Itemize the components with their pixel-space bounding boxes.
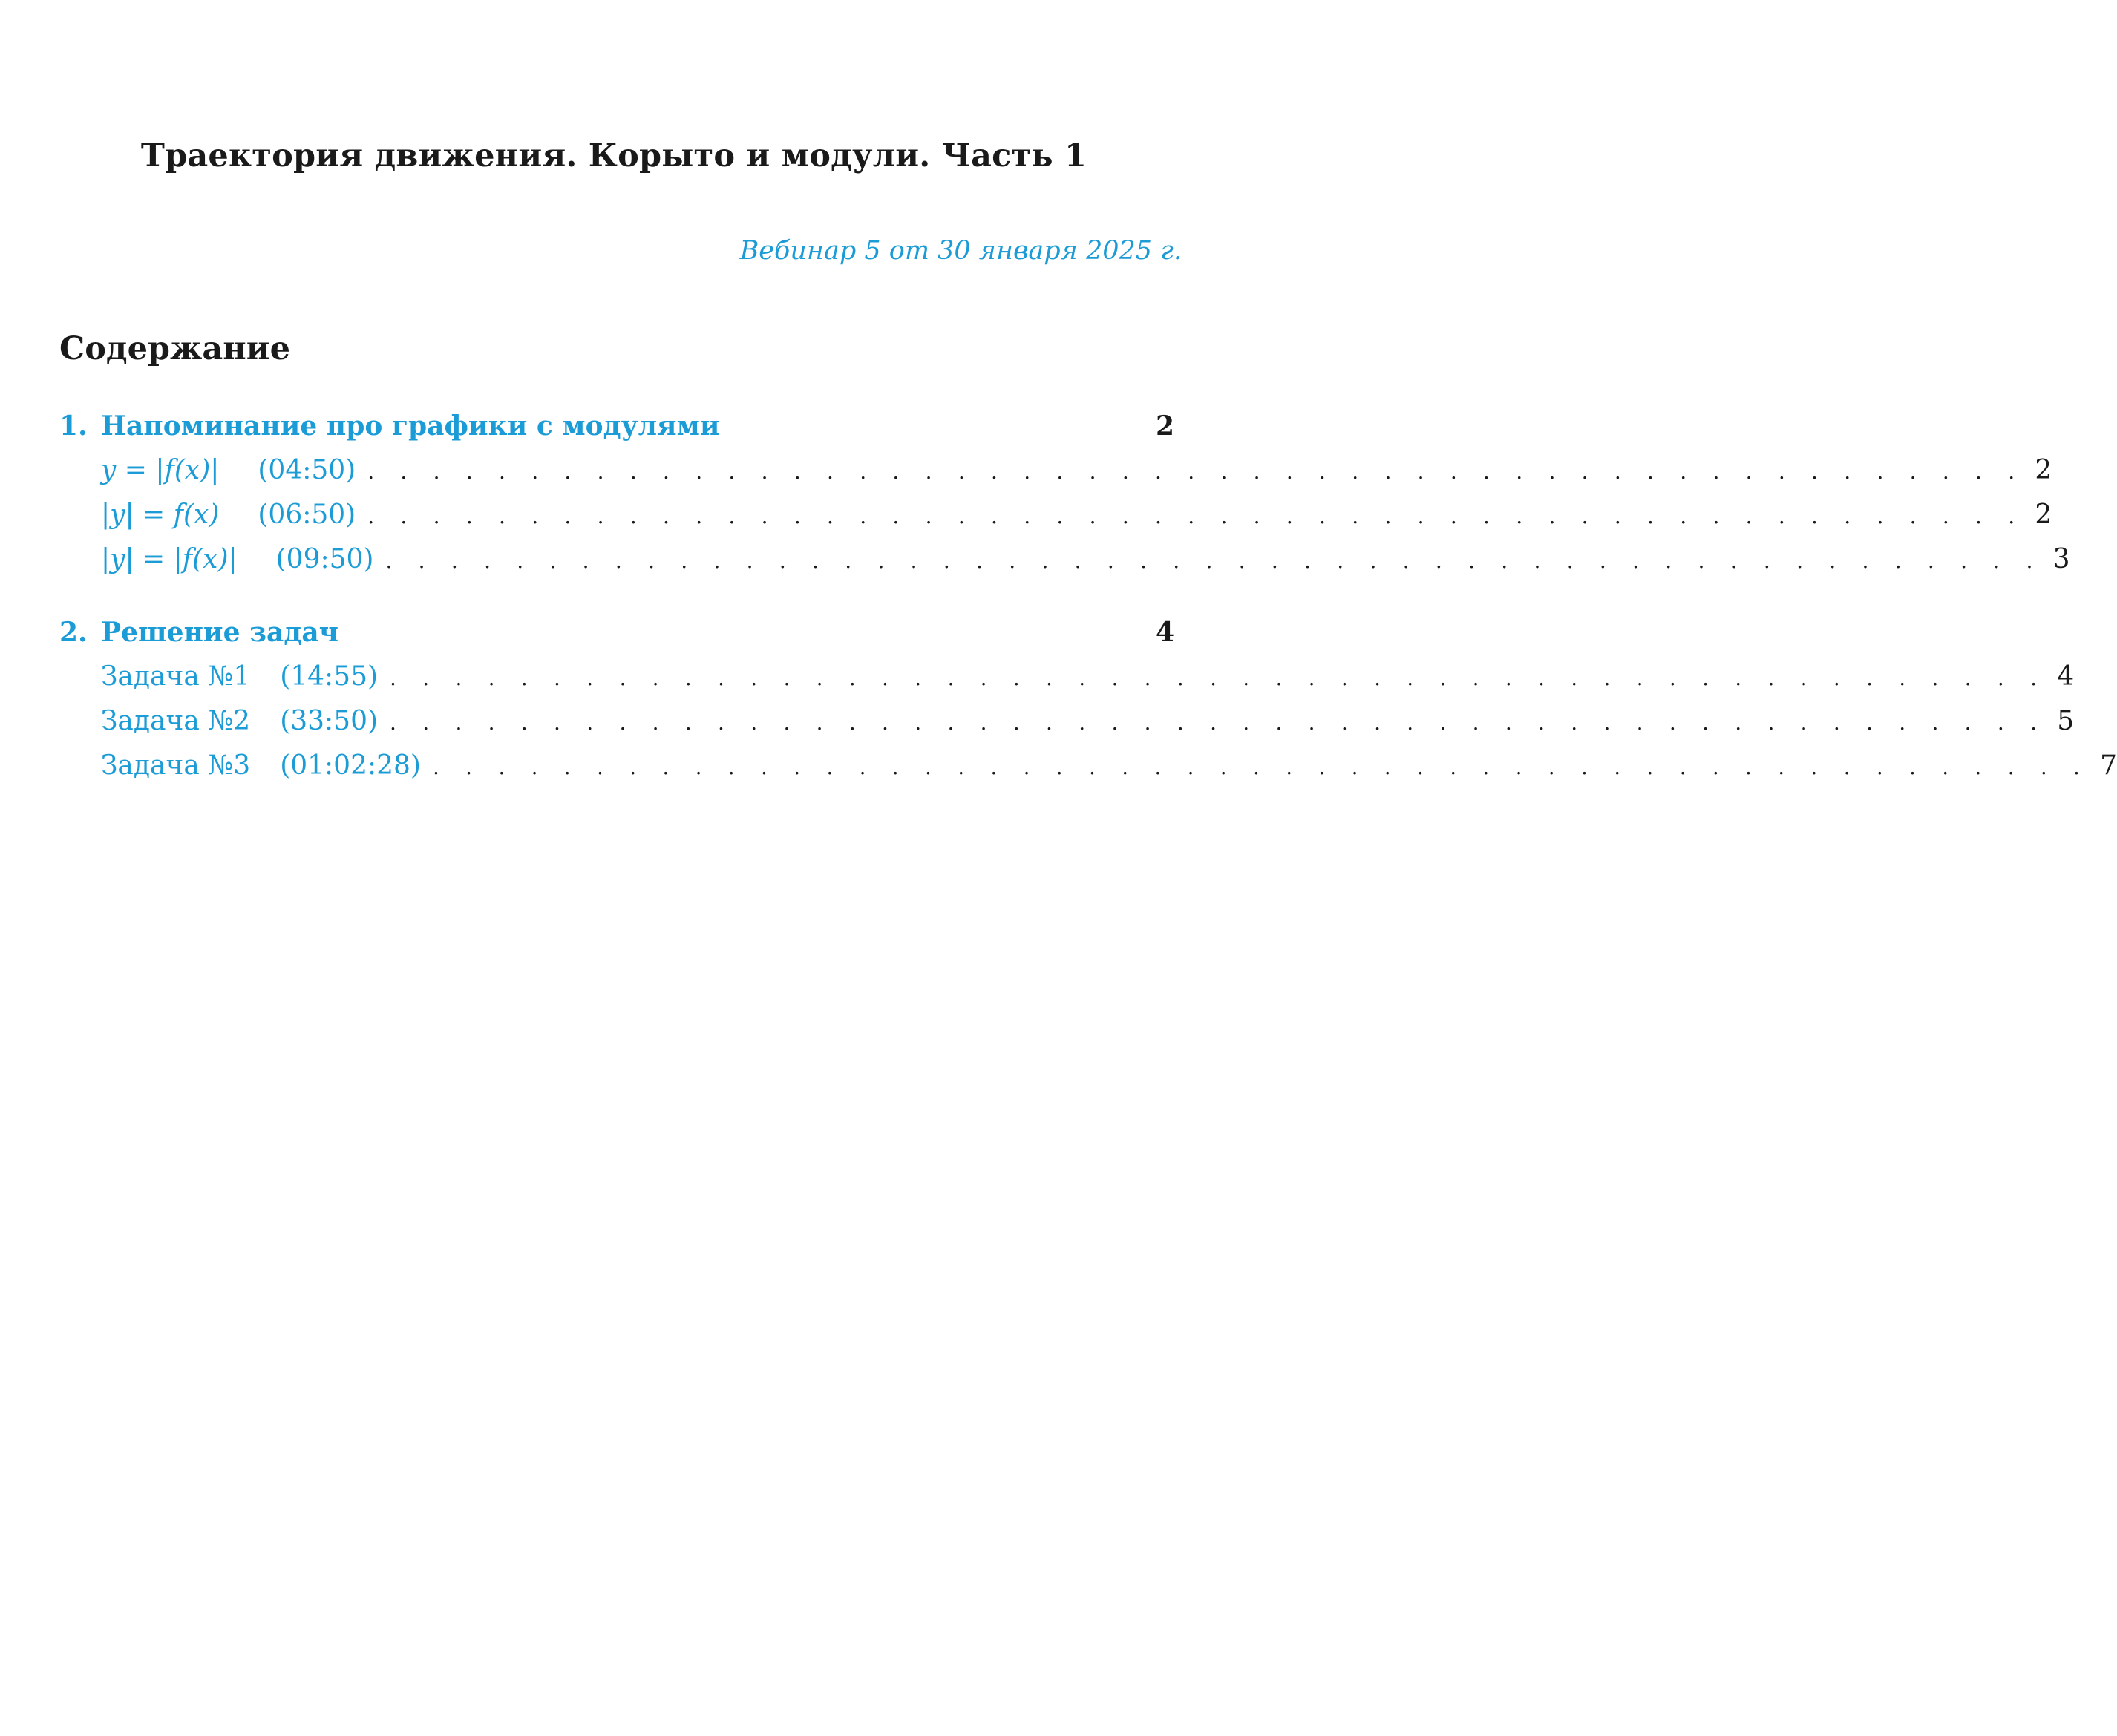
dot-leader: . . . . . . . . . . . . . . . . . . . . . . . . . . . . . . . . . . . . . . . . . . . . . . . . . . . <box>367 459 2025 484</box>
section-title[interactable]: Напоминание про графики с модулями <box>101 410 720 442</box>
dot-leader: . . . . . . . . . . . . . . . . . . . . . . . . . . . . . . . . . . . . . . . . . . . . . . . . . . . <box>367 504 2025 528</box>
item-page: 5 <box>2057 706 2075 736</box>
item-page: 4 <box>2057 661 2075 692</box>
page-title: Траектория движения. Корыто и модули. Часть 1 <box>140 137 1087 174</box>
subtitle-container <box>740 236 1182 269</box>
item-timestamp[interactable]: (01:02:28) <box>280 750 421 781</box>
section-number: 2. <box>59 617 88 648</box>
dot-leader: . . . . . . . . . . . . . . . . . . . . . . . . . . . . . . . . . . . . . . . . . . . . . . . . . . . <box>385 548 2043 573</box>
toc-item[interactable] <box>101 706 2075 736</box>
toc-section-1[interactable] <box>59 410 1174 442</box>
item-page: 2 <box>2035 499 2052 530</box>
dot-leader: . . . . . . . . . . . . . . . . . . . . . . . . . . . . . . . . . . . . . . . . . . . . . . . . . . . <box>390 710 2047 735</box>
item-label[interactable]: Задача №3 <box>101 750 251 781</box>
section-page: 4 <box>1155 617 1174 648</box>
item-label[interactable]: Задача №1 <box>101 661 251 692</box>
section-title[interactable]: Решение задач <box>101 617 339 648</box>
item-timestamp[interactable]: (06:50) <box>258 499 356 530</box>
item-label[interactable]: y = |f(x)| <box>101 455 220 485</box>
item-label[interactable]: |y| = |f(x)| <box>101 544 238 574</box>
dot-leader: . . . . . . . . . . . . . . . . . . . . . . . . . . . . . . . . . . . . . . . . . . . . . . . . . . . <box>432 755 2090 779</box>
section-page: 2 <box>1155 410 1174 442</box>
item-timestamp[interactable]: (33:50) <box>280 706 379 736</box>
toc-section-2[interactable] <box>59 617 1174 648</box>
item-timestamp[interactable]: (09:50) <box>275 544 374 574</box>
toc-item[interactable] <box>101 750 2117 781</box>
item-page: 7 <box>2100 750 2117 781</box>
toc-item[interactable] <box>101 499 2052 530</box>
toc-item[interactable] <box>101 455 2052 485</box>
webinar-link[interactable]: Вебинар 5 от 30 января 2025 г. <box>740 236 1182 269</box>
item-label[interactable]: Задача №2 <box>101 706 251 736</box>
item-timestamp[interactable]: (14:55) <box>280 661 379 692</box>
item-timestamp[interactable]: (04:50) <box>258 455 356 485</box>
dot-leader: . . . . . . . . . . . . . . . . . . . . . . . . . . . . . . . . . . . . . . . . . . . . . . . . . . . <box>390 666 2047 690</box>
item-label[interactable]: |y| = f(x) <box>101 499 220 530</box>
toc-item[interactable] <box>101 544 2070 574</box>
toc-item[interactable] <box>101 661 2075 692</box>
item-page: 2 <box>2035 455 2052 485</box>
section-number: 1. <box>59 410 88 442</box>
item-page: 3 <box>2052 544 2070 574</box>
toc-heading: Содержание <box>59 330 290 367</box>
